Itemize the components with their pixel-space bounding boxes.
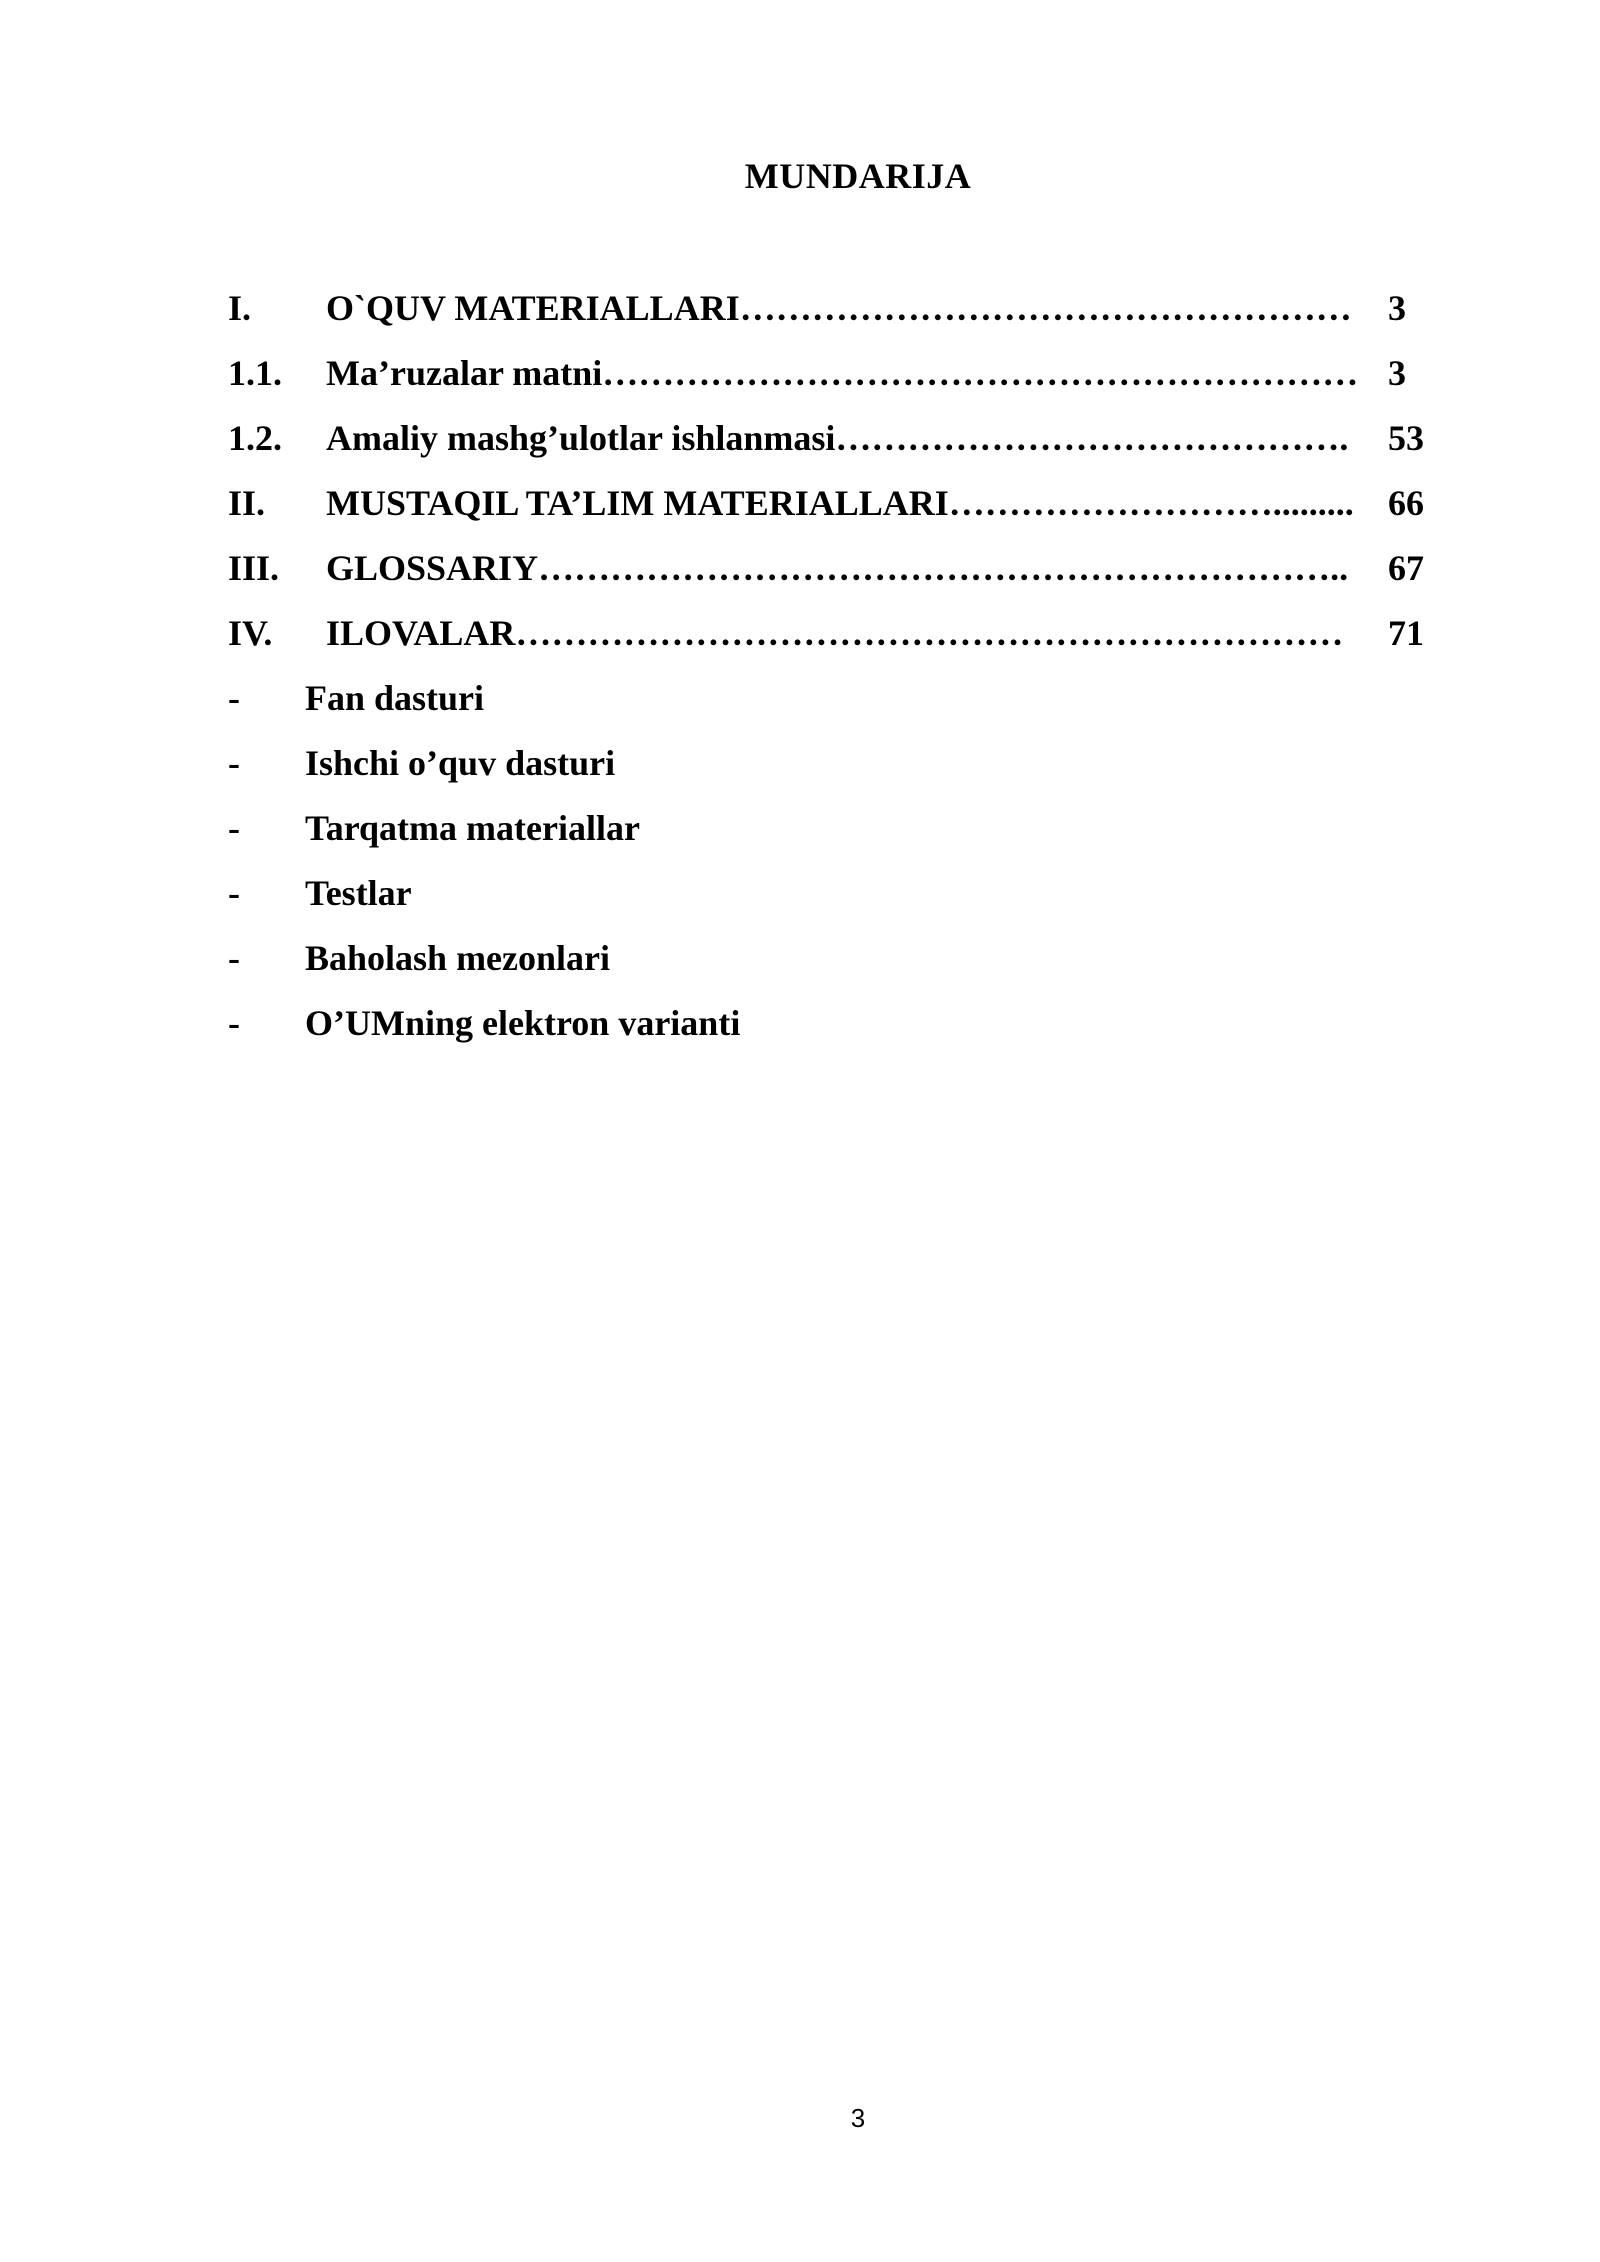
toc-subitem-text: Ishchi o’quv dasturi — [305, 743, 616, 783]
toc-subitem — [228, 930, 1468, 995]
toc-subitem-text: Tarqatma materiallar — [305, 808, 640, 848]
toc-entry-number: II. — [228, 483, 266, 523]
toc-entry — [228, 475, 1468, 540]
toc-subitem-dash: - — [228, 743, 240, 783]
toc-entry-number: I. — [228, 288, 252, 328]
toc-subitem-dash: - — [228, 678, 240, 718]
toc-entry-text: O`QUV MATERIALLARI…………………………………………… — [326, 288, 1352, 328]
toc-entry-text: GLOSSARIY………………………………………………………….. — [326, 548, 1349, 588]
toc-entry-number: 1.2. — [228, 418, 282, 458]
toc-entry — [228, 345, 1468, 410]
toc-subitem — [228, 865, 1468, 930]
toc-entry-page: 67 — [1388, 548, 1424, 588]
toc-entry-text: Ma’ruzalar matni……………………………………………………… — [326, 353, 1359, 393]
toc-entry-number: IV. — [228, 613, 273, 653]
toc-subitem-text: Fan dasturi — [305, 678, 485, 718]
toc-entry — [228, 410, 1468, 475]
table-of-contents — [228, 280, 1468, 1060]
toc-entry-page: 3 — [1388, 288, 1406, 328]
toc-entry-page: 53 — [1388, 418, 1424, 458]
toc-entry — [228, 280, 1468, 345]
toc-subitem — [228, 670, 1468, 735]
toc-subitem-dash: - — [228, 873, 240, 913]
toc-entry-page: 3 — [1388, 353, 1406, 393]
toc-entry-number: III. — [228, 548, 280, 588]
toc-entry-text: Amaliy mashg’ulotlar ishlanmasi……………………………………. — [326, 418, 1349, 458]
toc-entry — [228, 605, 1468, 670]
toc-subitem-text: Baholash mezonlari — [305, 938, 611, 978]
toc-entry-page: 71 — [1388, 613, 1424, 653]
toc-subitem-dash: - — [228, 808, 240, 848]
toc-entry-page: 66 — [1388, 483, 1424, 523]
page-number: 3 — [850, 2103, 866, 2133]
toc-subitem — [228, 735, 1468, 800]
toc-entry-number: 1.1. — [228, 353, 282, 393]
toc-entry-text: ILOVALAR…………………………………………………………… — [326, 613, 1344, 653]
toc-subitem — [228, 800, 1468, 865]
toc-subitem-dash: - — [228, 938, 240, 978]
toc-entry-text: MUSTAQIL TA’LIM MATERIALLARI………………………......... — [326, 483, 1354, 523]
toc-entry — [228, 540, 1468, 605]
toc-subitem-dash: - — [228, 1003, 240, 1043]
toc-subitem-text: Testlar — [305, 873, 412, 913]
toc-subitem — [228, 995, 1468, 1060]
toc-title: MUNDARIJA — [744, 156, 972, 196]
toc-subitem-text: O’UMning elektron varianti — [305, 1003, 741, 1043]
